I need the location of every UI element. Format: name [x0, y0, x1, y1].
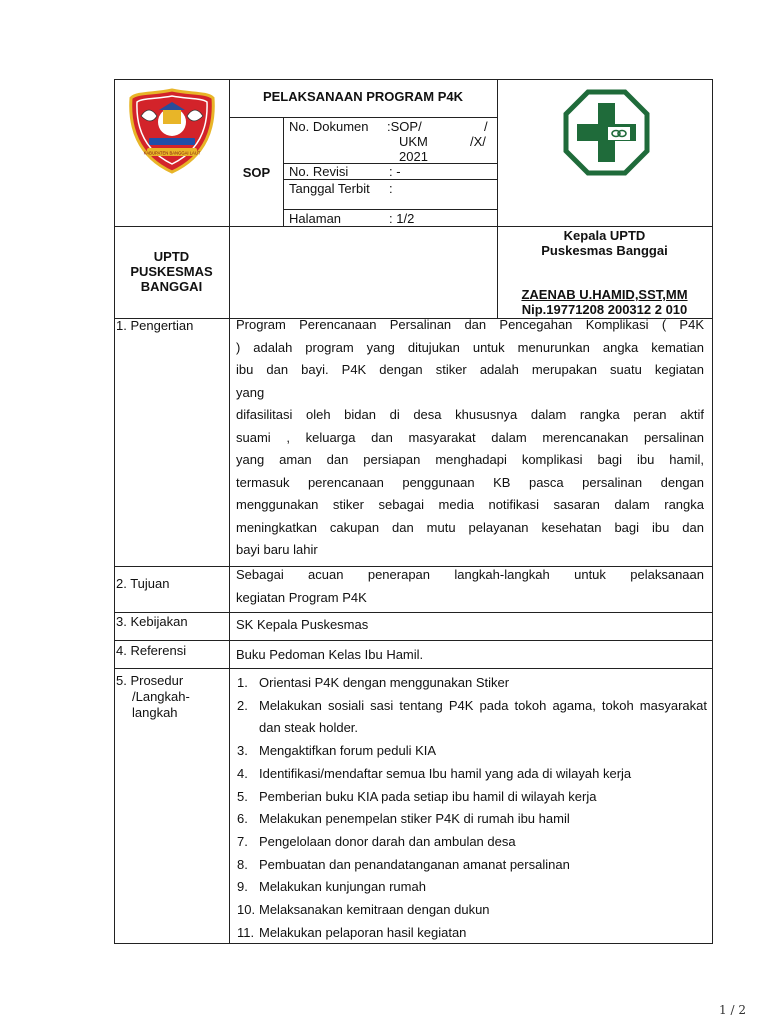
no-dokumen-value-1: :SOP/: [387, 119, 422, 134]
no-dokumen-value-2: UKM: [399, 134, 428, 149]
pengertian-line: bayi baru lahir: [236, 542, 318, 557]
step-text: Identifikasi/mendaftar semua Ibu hamil yang ada di wilayah kerja: [259, 765, 632, 781]
prosedur-steps-list: [237, 672, 707, 944]
step-number: 3.: [237, 743, 248, 759]
col-divider-1: [229, 79, 230, 944]
row-line-referensi: [114, 640, 713, 641]
page-indicator: 1 / 2: [719, 1003, 746, 1017]
pengertian-line: meningkatkan cakupan dan mutu pelayanan kesehatan bagi ibu dan: [236, 519, 704, 535]
pengertian-line: difasilitasi oleh bidan di desa khususnya dalam rangka peran aktif: [236, 407, 704, 422]
step-text: Pemberian buku KIA pada setiap ibu hamil di wilayah kerja: [259, 788, 597, 804]
step-text: Pengelolaan donor darah dan ambulan desa: [259, 833, 516, 849]
tujuan-label: 2. Tujuan: [116, 576, 170, 591]
tujuan-line: Sebagai acuan penerapan langkah-langkah untuk pelaksanaan: [236, 567, 704, 582]
step-number: 6.: [237, 811, 248, 827]
org-name-line-3: BANGGAI: [140, 279, 203, 294]
kebijakan-label: 3. Kebijakan: [116, 614, 188, 629]
col-divider-2: [497, 79, 498, 319]
tanggal-terbit-value: :: [389, 181, 393, 196]
head-nip: Nip.19771208 200312 2 010: [521, 302, 688, 317]
no-dokumen-label: No. Dokumen: [289, 119, 369, 134]
puskesmas-green-cross-logo-icon: [563, 89, 650, 176]
step-number: 7.: [237, 833, 248, 849]
table-border-left: [114, 79, 115, 944]
pengertian-label: 1. Pengertian: [116, 318, 194, 333]
halaman-value: : 1/2: [389, 211, 415, 226]
tanggal-terbit-label: Tanggal Terbit: [289, 181, 370, 196]
no-dokumen-value-3: 2021: [399, 149, 428, 164]
prosedur-step: [237, 808, 707, 831]
pengertian-line: yang aman dan persiapan menghadapi komplikasi bagi ibu hamil,: [236, 452, 704, 467]
step-number: 1.: [237, 675, 248, 690]
pengertian-line: suami , keluarga dan masyarakat dalam merencanakan persalinan: [236, 429, 704, 445]
referensi-text: Buku Pedoman Kelas Ibu Hamil.: [236, 647, 424, 662]
pengertian-text: [236, 314, 704, 562]
table-border-right: [712, 79, 713, 944]
prosedur-label-2: /Langkah-: [132, 689, 190, 704]
step-text: Melakukan pelaporan hasil kegiatan: [259, 924, 467, 940]
step-number: 11.: [237, 924, 255, 940]
logo-left-text: KABUPATEN BANGGAI LAUT: [143, 150, 201, 156]
no-dokumen-value-2b: /X/: [470, 134, 486, 149]
prosedur-label-3: langkah: [132, 705, 178, 720]
prosedur-step: [237, 854, 707, 877]
no-revisi-label: No. Revisi: [289, 164, 349, 179]
prosedur-step: [237, 922, 707, 945]
pengertian-line: ) adalah program yang ditujukan untuk menurunkan angka kematian: [236, 339, 704, 355]
step-number: 10.: [237, 902, 256, 918]
no-dokumen-value-1b: /: [484, 119, 488, 134]
prosedur-label-1: 5. Prosedur: [116, 673, 184, 688]
prosedur-step: [237, 831, 707, 854]
step-number: 8.: [237, 856, 248, 872]
step-number: 5.: [237, 788, 248, 804]
pengertian-line: termasuk perencanaan penggunaan KB pasca persalinan dengan: [236, 474, 704, 490]
step-text: Melakukan sosiali sasi tentang P4K pada tokoh agama, tokoh masyarakat dan steak holder.: [259, 697, 707, 736]
step-text: Melaksanakan kemitraan dengan dukun: [259, 902, 490, 918]
step-text: Melakukan kunjungan rumah: [259, 879, 426, 895]
table-border-top: [114, 79, 713, 80]
prosedur-step: [237, 740, 707, 763]
prosedur-step: [237, 876, 707, 899]
step-text: Mengaktifkan forum peduli KIA: [259, 743, 437, 759]
head-title-line-1: Kepala UPTD: [563, 228, 646, 243]
step-number: 9.: [237, 879, 248, 895]
no-revisi-value: : -: [389, 164, 401, 179]
document-title: PELAKSANAAN PROGRAM P4K: [262, 89, 464, 104]
step-text: Melakukan penempelan stiker P4K di rumah ibu hamil: [259, 811, 570, 827]
head-name: ZAENAB U.HAMID,SST,MM: [521, 287, 688, 302]
referensi-label: 4. Referensi: [116, 643, 187, 658]
tujuan-text: [236, 564, 704, 609]
row-line-halaman: [283, 209, 497, 210]
org-name-line-2: PUSKESMAS: [130, 264, 213, 279]
tujuan-line: kegiatan Program P4K: [236, 589, 367, 605]
pengertian-line: Program Perencanaan Persalinan dan Pencegahan Komplikasi ( P4K: [236, 317, 704, 332]
pengertian-line: ibu dan bayi. P4K dengan stiker adalah merupakan suatu kegiatan: [236, 362, 704, 377]
kebijakan-text: SK Kepala Puskesmas: [236, 617, 369, 632]
step-number: 4.: [237, 765, 248, 781]
head-title-line-2: Puskesmas Banggai: [541, 243, 668, 258]
org-name-line-1: UPTD: [153, 249, 190, 264]
prosedur-step: [237, 763, 707, 786]
prosedur-step: [237, 899, 707, 922]
prosedur-step: [237, 695, 707, 740]
halaman-label: Halaman: [289, 211, 342, 226]
row-line-kebijakan: [114, 612, 713, 613]
regency-shield-emblem-icon: [127, 86, 217, 176]
step-number: 2.: [237, 697, 248, 713]
pengertian-line: yang: [236, 384, 265, 400]
prosedur-step: [237, 672, 707, 695]
step-text: Pembuatan dan penandatanganan amanat persalinan: [259, 856, 570, 872]
step-text: Orientasi P4K dengan menggunakan Stiker: [259, 675, 510, 690]
sop-label: SOP: [242, 165, 271, 180]
prosedur-step: [237, 786, 707, 809]
pengertian-line: menggunakan stiker sebagai media notifikasi sasaran dalam rangka: [236, 497, 704, 512]
row-line-prosedur: [114, 668, 713, 669]
title-underline: [229, 117, 497, 118]
